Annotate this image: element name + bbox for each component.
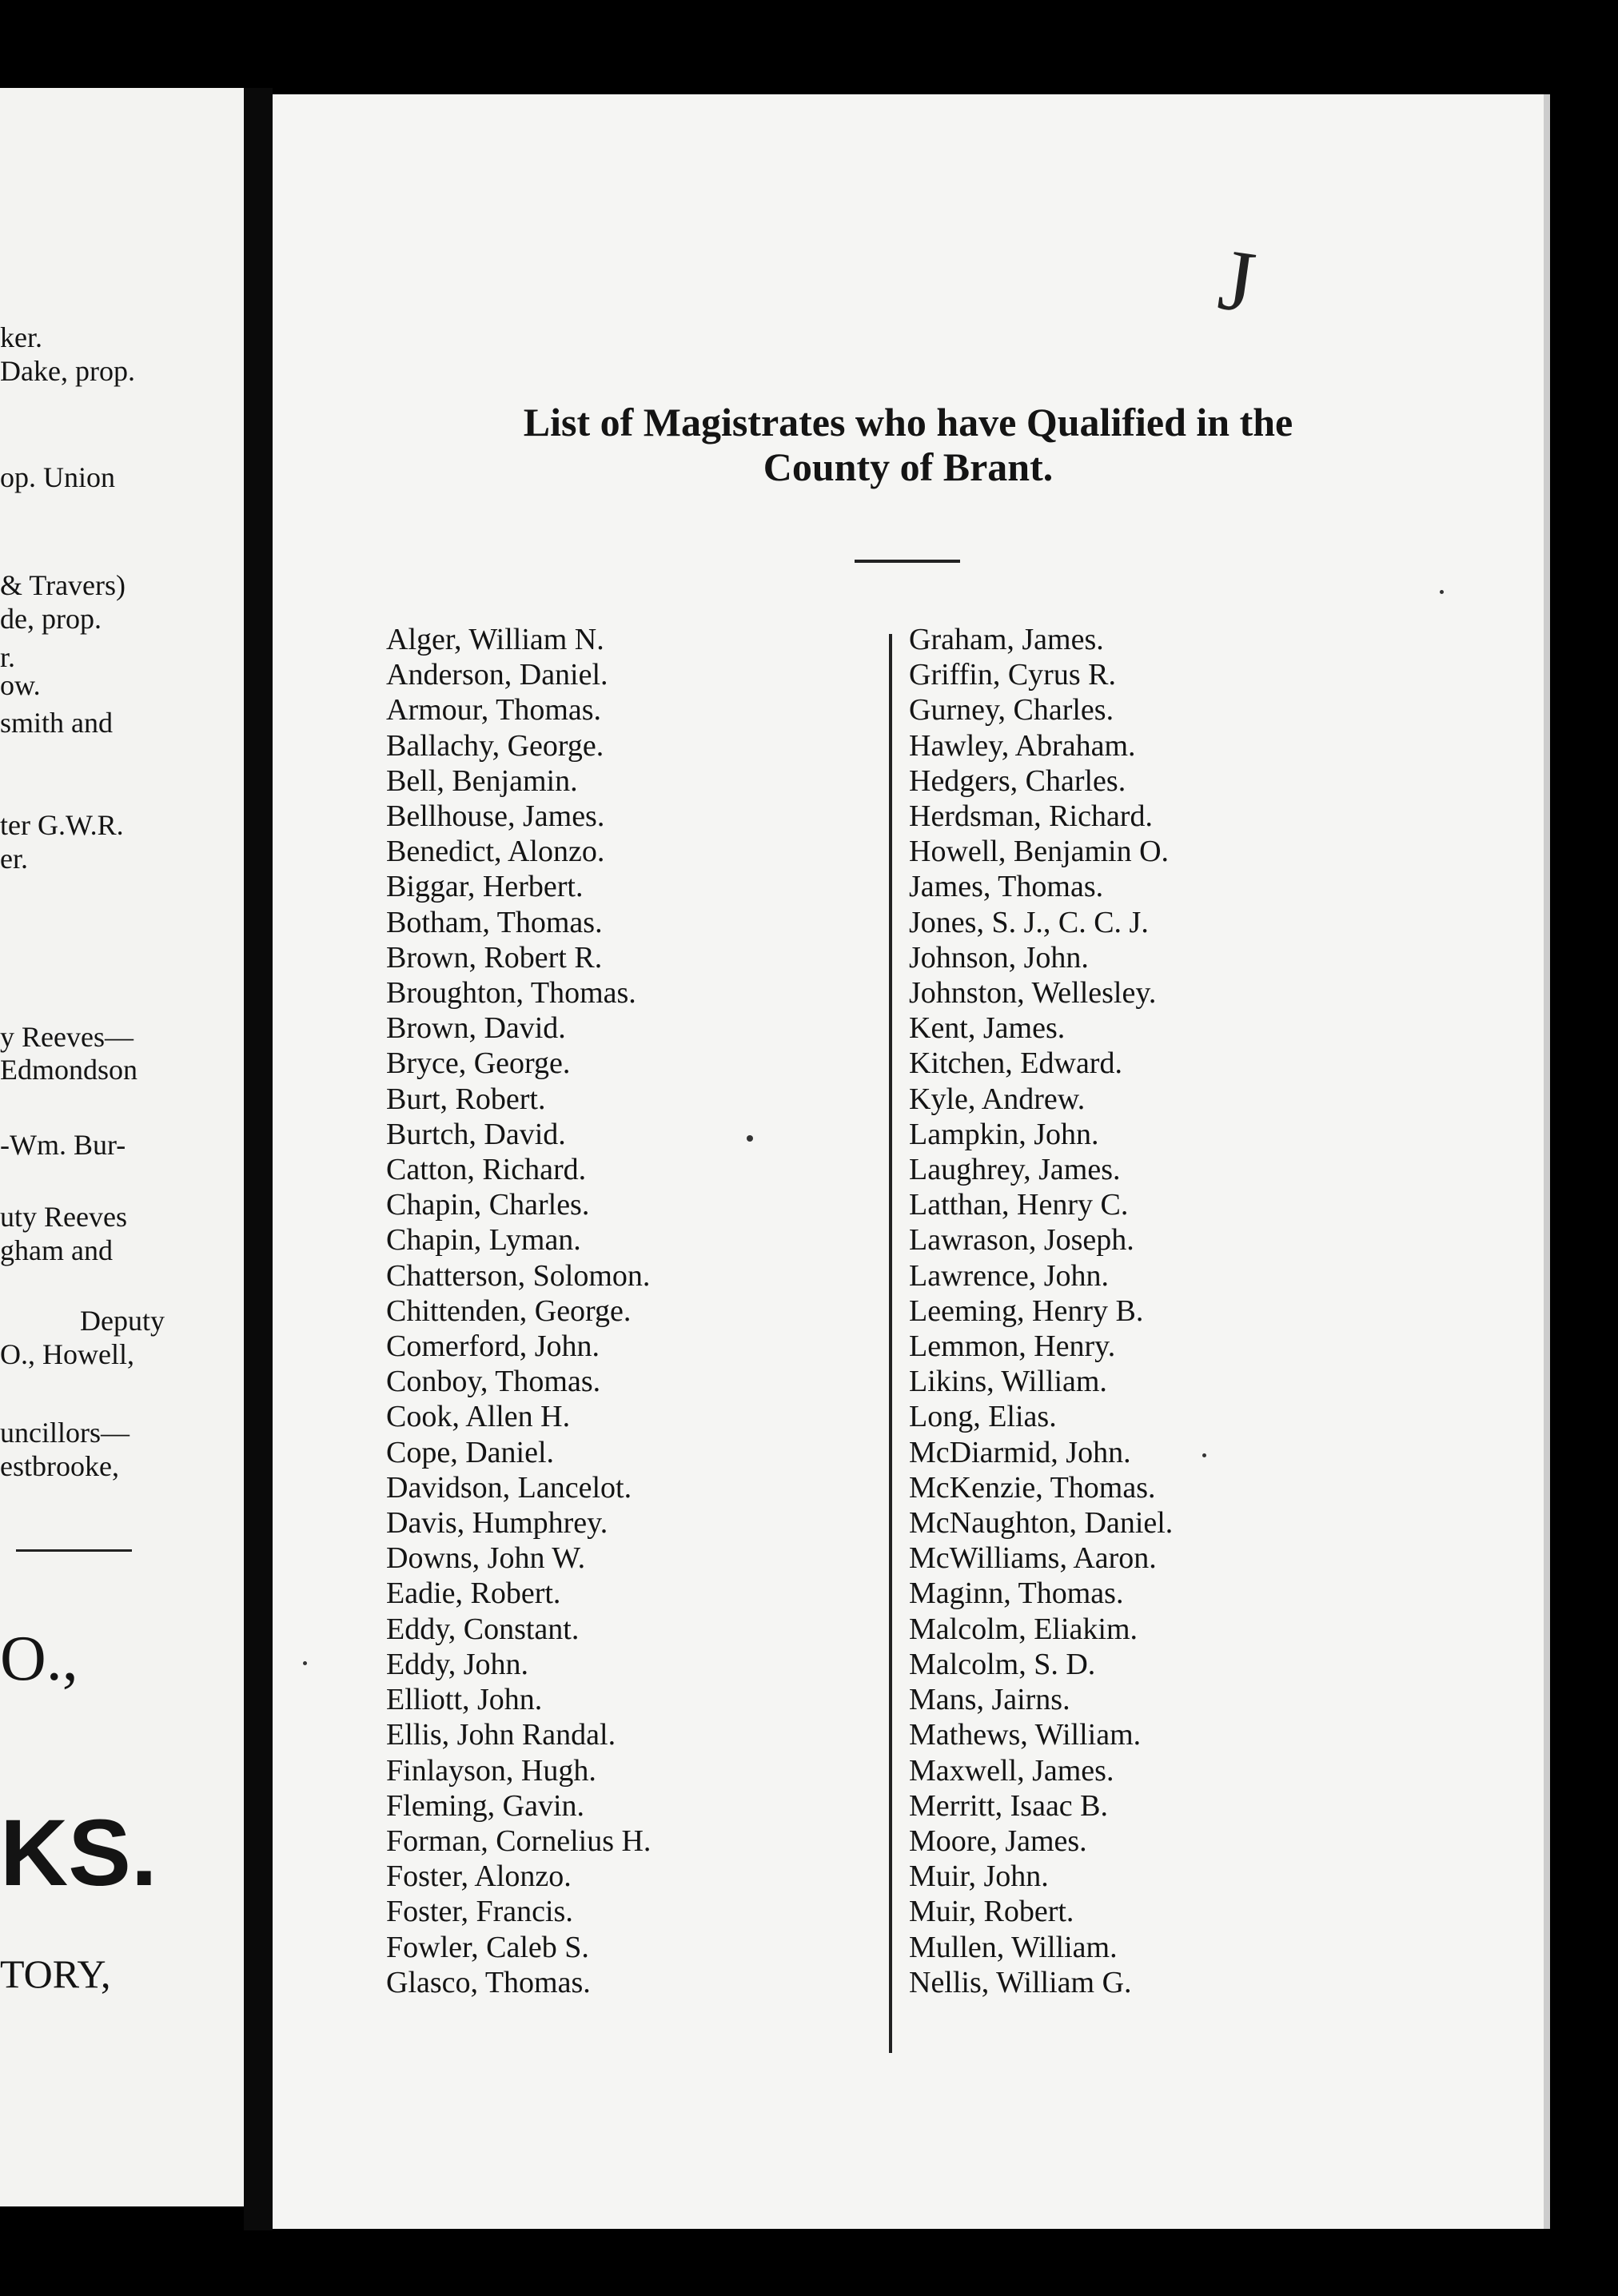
- magistrate-name: Bell, Benjamin.: [386, 763, 578, 798]
- magistrate-name: Malcolm, S. D.: [909, 1647, 1096, 1681]
- magistrate-name: James, Thomas.: [909, 870, 1104, 904]
- left-page-line: op. Union: [0, 461, 115, 493]
- magistrate-name: Brown, Robert R.: [386, 940, 603, 975]
- left-page-line: uty Reeves: [0, 1201, 127, 1233]
- magistrate-name: Finlayson, Hugh.: [386, 1753, 596, 1788]
- left-page-line: smith and: [0, 707, 113, 739]
- magistrate-name: Kitchen, Edward.: [909, 1046, 1122, 1081]
- magistrate-name: Lampkin, John.: [909, 1117, 1099, 1151]
- magistrate-name: Laughrey, James.: [909, 1153, 1121, 1187]
- magistrate-name: Brown, David.: [386, 1011, 566, 1046]
- magistrate-name: Chittenden, George.: [386, 1293, 632, 1328]
- magistrate-name: Maxwell, James.: [909, 1753, 1114, 1788]
- left-tory-fragment: TORY,: [0, 1951, 111, 1996]
- magistrate-name: Hedgers, Charles.: [909, 763, 1126, 798]
- magistrate-name: Broughton, Thomas.: [386, 976, 636, 1010]
- magistrate-name: Chapin, Charles.: [386, 1188, 590, 1222]
- page-title: [273, 400, 1544, 489]
- magistrate-name: Catton, Richard.: [386, 1153, 587, 1187]
- title-rule: [855, 560, 960, 563]
- magistrate-name: Alger, William N.: [386, 623, 604, 656]
- magistrate-name: Fleming, Gavin.: [386, 1788, 585, 1823]
- magistrate-name: Foster, Alonzo.: [386, 1860, 572, 1894]
- left-ks-fragment: KS.: [0, 1800, 157, 1906]
- magistrate-name: Cook, Allen H.: [386, 1400, 571, 1434]
- magistrate-name: Leeming, Henry B.: [909, 1293, 1144, 1328]
- magistrate-name: Moore, James.: [909, 1824, 1087, 1858]
- magistrate-name: Armour, Thomas.: [386, 693, 602, 727]
- magistrate-name: Latthan, Henry C.: [909, 1188, 1129, 1222]
- magistrate-name: Lemmon, Henry.: [909, 1329, 1116, 1364]
- magistrate-name: Merritt, Isaac B.: [909, 1788, 1109, 1823]
- left-page-line: ter G.W.R.: [0, 809, 124, 841]
- magistrate-name: Graham, James.: [909, 623, 1104, 656]
- magistrate-name: Burtch, David.: [386, 1117, 566, 1151]
- magistrate-name: Nellis, William G.: [909, 1965, 1132, 1999]
- magistrate-name: Kyle, Andrew.: [909, 1082, 1086, 1116]
- magistrate-name: Biggar, Herbert.: [386, 870, 584, 904]
- scan-speck: [303, 1661, 307, 1665]
- magistrate-name: Malcolm, Eliakim.: [909, 1612, 1138, 1646]
- left-page-fragment: [0, 88, 244, 2206]
- magistrate-name: Maginn, Thomas.: [909, 1577, 1124, 1611]
- magistrate-name: Anderson, Daniel.: [386, 658, 608, 692]
- magistrate-name: Herdsman, Richard.: [909, 799, 1153, 834]
- left-page-line: Deputy: [80, 1305, 165, 1337]
- title-line-2: County of Brant.: [763, 444, 1054, 489]
- magistrate-name: Mathews, William.: [909, 1718, 1142, 1752]
- left-page-rule: [16, 1549, 132, 1552]
- magistrate-name: Elliott, John.: [386, 1683, 543, 1717]
- magistrate-name: Muir, John.: [909, 1860, 1049, 1894]
- magistrate-name: McDiarmid, John.: [909, 1435, 1131, 1469]
- magistrate-name: Ballachy, George.: [386, 728, 604, 763]
- left-page-line: & Travers): [0, 569, 126, 601]
- main-page: [273, 94, 1544, 2229]
- magistrate-name: Chapin, Lyman.: [386, 1223, 581, 1258]
- magistrate-name: Foster, Francis.: [386, 1895, 573, 1929]
- pencil-mark: J: [1213, 229, 1261, 332]
- scan-speck: [1440, 590, 1444, 594]
- scan-speck: [747, 1135, 753, 1142]
- magistrate-name: McWilliams, Aaron.: [909, 1541, 1157, 1576]
- magistrate-name: Davidson, Lancelot.: [386, 1470, 632, 1505]
- magistrate-name: Chatterson, Solomon.: [386, 1258, 651, 1293]
- magistrate-name: Eddy, John.: [386, 1647, 529, 1681]
- magistrate-name: Likins, William.: [909, 1365, 1107, 1399]
- left-page-line: ow.: [0, 669, 41, 701]
- magistrate-name: Bellhouse, James.: [386, 799, 605, 834]
- magistrate-name: McKenzie, Thomas.: [909, 1470, 1156, 1505]
- magistrate-name: Cope, Daniel.: [386, 1435, 555, 1469]
- title-line-1: List of Magistrates who have Qualified in the: [523, 400, 1293, 444]
- magistrates-column-left: [386, 622, 651, 2000]
- magistrate-name: Fowler, Caleb S.: [386, 1930, 589, 1964]
- magistrate-name: Howell, Benjamin O.: [909, 835, 1170, 869]
- magistrate-name: Kent, James.: [909, 1011, 1066, 1046]
- page-gutter: [244, 88, 273, 2230]
- magistrate-name: Eddy, Constant.: [386, 1612, 580, 1646]
- magistrate-name: Conboy, Thomas.: [386, 1365, 601, 1399]
- left-page-line: O., Howell,: [0, 1338, 134, 1370]
- magistrate-name: Gurney, Charles.: [909, 693, 1114, 727]
- left-page-line: r.: [0, 641, 16, 673]
- magistrate-name: Burt, Robert.: [386, 1082, 546, 1116]
- left-page-line: er.: [0, 843, 28, 875]
- left-page-line: estbrooke,: [0, 1450, 119, 1482]
- left-page-line: gham and: [0, 1234, 113, 1266]
- left-page-line: Dake, prop.: [0, 355, 135, 387]
- magistrate-name: Glasco, Thomas.: [386, 1965, 591, 1999]
- magistrate-name: Davis, Humphrey.: [386, 1506, 608, 1541]
- scan-speck: [1202, 1453, 1206, 1457]
- magistrate-name: Forman, Cornelius H.: [386, 1824, 652, 1858]
- magistrate-name: Ellis, John Randal.: [386, 1718, 616, 1752]
- column-divider: [889, 634, 892, 2053]
- left-page-line: uncillors—: [0, 1417, 130, 1449]
- magistrate-name: Comerford, John.: [386, 1329, 600, 1364]
- magistrate-name: Long, Elias.: [909, 1400, 1057, 1434]
- left-page-line: -Wm. Bur-: [0, 1129, 126, 1161]
- magistrate-name: Muir, Robert.: [909, 1895, 1074, 1929]
- magistrate-name: Downs, John W.: [386, 1541, 586, 1576]
- magistrate-name: Botham, Thomas.: [386, 905, 603, 939]
- magistrate-name: Lawrence, John.: [909, 1258, 1110, 1293]
- left-co-fragment: O.,: [0, 1624, 78, 1694]
- magistrate-name: Mullen, William.: [909, 1930, 1118, 1964]
- magistrate-name: Griffin, Cyrus R.: [909, 658, 1116, 692]
- magistrate-name: Lawrason, Joseph.: [909, 1223, 1134, 1258]
- left-page-line: ker.: [0, 321, 42, 353]
- magistrate-name: Hawley, Abraham.: [909, 728, 1136, 763]
- magistrate-name: Benedict, Alonzo.: [386, 835, 605, 869]
- magistrate-name: Johnston, Wellesley.: [909, 976, 1157, 1010]
- magistrate-name: Eadie, Robert.: [386, 1577, 561, 1611]
- left-page-line: Edmondson: [0, 1054, 138, 1086]
- left-page-line: y Reeves—: [0, 1021, 134, 1053]
- magistrates-column-right: [909, 622, 1173, 2000]
- magistrate-name: McNaughton, Daniel.: [909, 1506, 1174, 1541]
- left-page-line: de, prop.: [0, 603, 102, 635]
- page-edge: [1544, 94, 1550, 2229]
- magistrate-name: Johnson, John.: [909, 940, 1089, 975]
- magistrate-name: Mans, Jairns.: [909, 1683, 1070, 1717]
- magistrate-name: Bryce, George.: [386, 1046, 571, 1081]
- magistrate-name: Jones, S. J., C. C. J.: [909, 905, 1149, 939]
